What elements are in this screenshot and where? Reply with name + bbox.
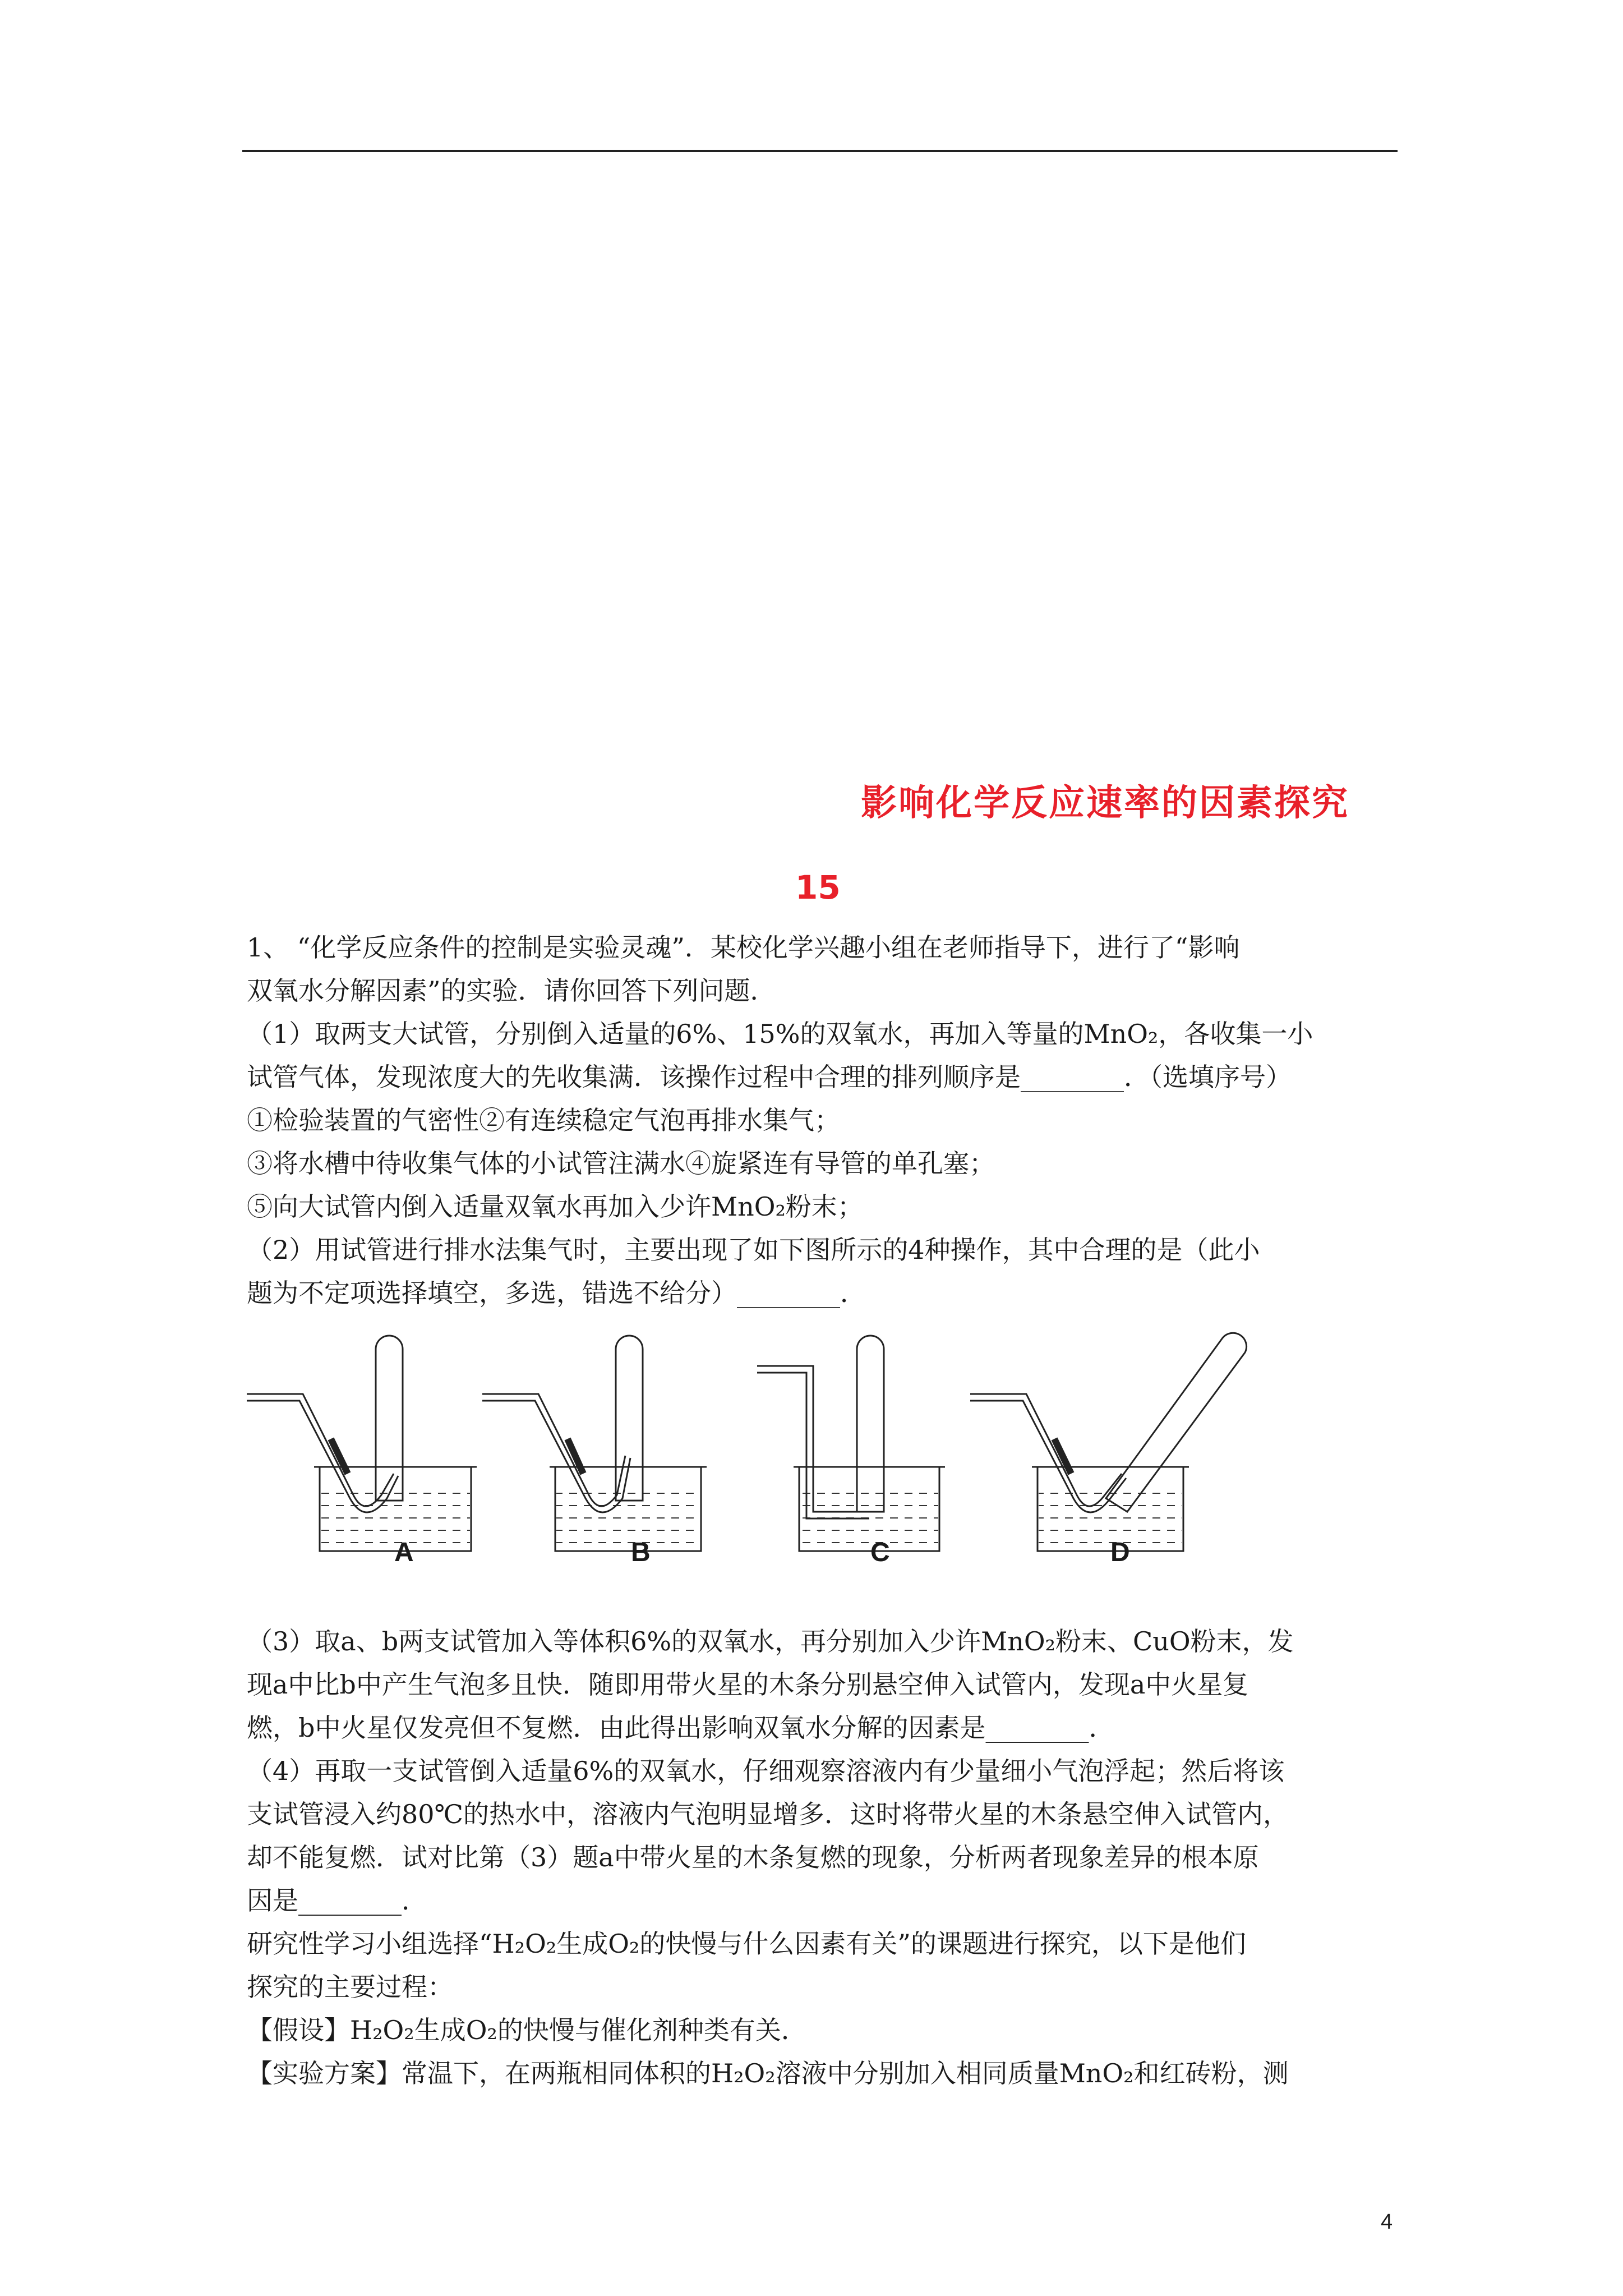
page-title: 影响化学反应速率的因素探究 <box>861 783 1349 824</box>
question-line: （1）取两支大试管，分别倒入适量的6%、15%的双氧水，再加入等量的MnO₂，各收集一小 <box>247 1019 1313 1049</box>
question-line: 1、 “化学反应条件的控制是实验灵魂”．某校化学兴趣小组在老师指导下，进行了“影响 <box>247 932 1240 963</box>
question-line: 【实验方案】常温下，在两瓶相同体积的H₂O₂溶液中分别加入相同质量MnO₂和红砖粉，测 <box>247 2058 1289 2088</box>
question-line: ①检验装置的气密性②有连续稳定气泡再排水集气； <box>247 1105 840 1135</box>
question-line: 却不能复燃．试对比第（3）题a中带火星的木条复燃的现象，分析两者现象差异的根本原 <box>247 1842 1259 1872</box>
setup-c <box>757 1336 945 1551</box>
question-line: （2）用试管进行排水法集气时，主要出现了如下图所示的4种操作，其中合理的是（此小 <box>247 1235 1260 1265</box>
question-line: 题为不定项选择填空，多选，错选不给分）________． <box>247 1278 866 1308</box>
question-line: 试管气体，发现浓度大的先收集满．该操作过程中合理的排列顺序是________．（选填序号） <box>247 1062 1292 1092</box>
question-line: 双氧水分解因素”的实验．请你回答下列问题． <box>247 976 776 1006</box>
figure-label-a: A <box>394 1538 414 1567</box>
setup-a <box>247 1336 477 1551</box>
setup-d <box>970 1333 1247 1551</box>
question-line: 探究的主要过程： <box>247 1972 453 2002</box>
page-number: 4 <box>1381 2210 1393 2234</box>
question-line: 因是________． <box>247 1885 427 1916</box>
question-line: 研究性学习小组选择“H₂O₂生成O₂的快慢与什么因素有关”的课题进行探究，以下是他们 <box>247 1929 1246 1959</box>
question-line: （3）取a、b两支试管加入等体积6%的双氧水，再分别加入少许MnO₂粉末、CuO粉末，发 <box>247 1626 1294 1657</box>
question-line: 支试管浸入约80℃的热水中，溶液内气泡明显增多．这时将带火星的木条悬空伸入试管内， <box>247 1799 1289 1829</box>
gas-collection-figure <box>247 1327 1267 1568</box>
figure-label-c: C <box>870 1538 890 1567</box>
figure-label-b: B <box>631 1538 651 1567</box>
section-number: 15 <box>795 868 841 907</box>
question-line: 现a中比b中产生气泡多且快．随即用带火星的木条分别悬空伸入试管内，发现a中火星复 <box>247 1669 1249 1700</box>
setup-b <box>482 1336 707 1551</box>
question-line: ⑤向大试管内倒入适量双氧水再加入少许MnO₂粉末； <box>247 1191 863 1222</box>
question-line: （4）再取一支试管倒入适量6%的双氧水，仔细观察溶液内有少量细小气泡浮起；然后将该 <box>247 1756 1285 1786</box>
header-rule <box>242 150 1398 152</box>
figure-label-d: D <box>1110 1538 1130 1567</box>
question-line: 【假设】H₂O₂生成O₂的快慢与催化剂种类有关． <box>247 2015 807 2045</box>
apparatus-diagram <box>247 1327 1267 1568</box>
question-line: 燃，b中火星仅发亮但不复燃．由此得出影响双氧水分解的因素是________． <box>247 1713 1115 1743</box>
question-line: ③将水槽中待收集气体的小试管注满水④旋紧连有导管的单孔塞； <box>247 1148 995 1179</box>
